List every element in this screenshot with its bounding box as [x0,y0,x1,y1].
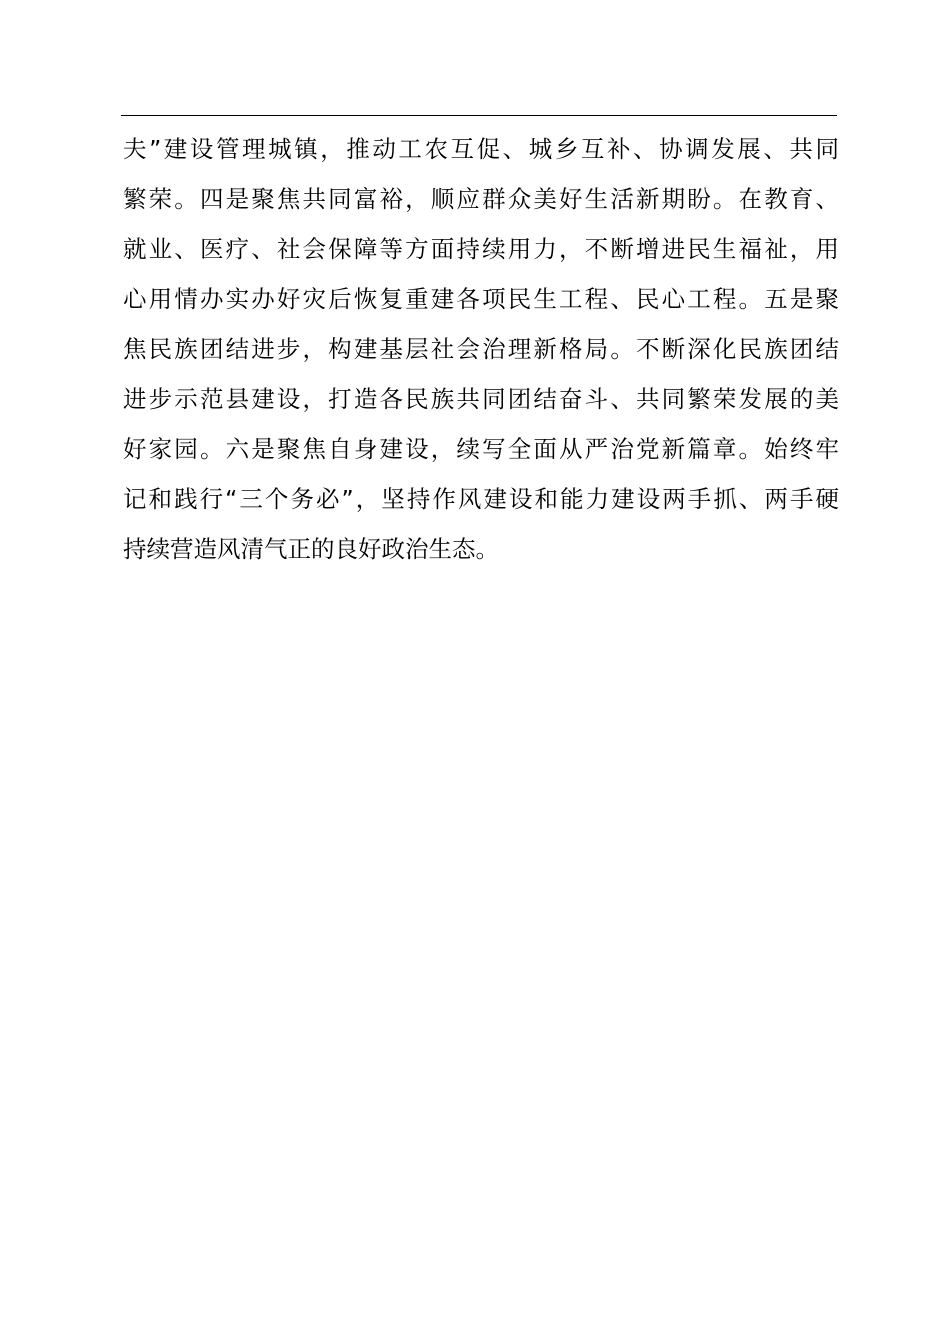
text-line: 进步示范县建设，打造各民族共同团结奋斗、共同繁荣发展的美 [123,385,839,413]
text-line: 持续营造风清气正的良好政治生态。 [123,535,499,563]
header-rule [121,115,837,116]
text-line: 繁荣。四是聚焦共同富裕，顺应群众美好生活新期盼。在教育、 [123,185,839,213]
text-line: 好家园。六是聚焦自身建设，续写全面从严治党新篇章。始终牢 [123,435,839,463]
text-line: 记和践行“三个务必”，坚持作风建设和能力建设两手抓、两手硬 [123,485,839,513]
text-line: 焦民族团结进步，构建基层社会治理新格局。不断深化民族团结 [123,335,839,363]
text-line: 夫”建设管理城镇，推动工农互促、城乡互补、协调发展、共同 [123,135,839,163]
body-paragraph [123,124,839,574]
text-line: 心用情办实办好灾后恢复重建各项民生工程、民心工程。五是聚 [123,285,839,313]
text-line: 就业、医疗、社会保障等方面持续用力，不断增进民生福祉，用 [123,235,839,263]
